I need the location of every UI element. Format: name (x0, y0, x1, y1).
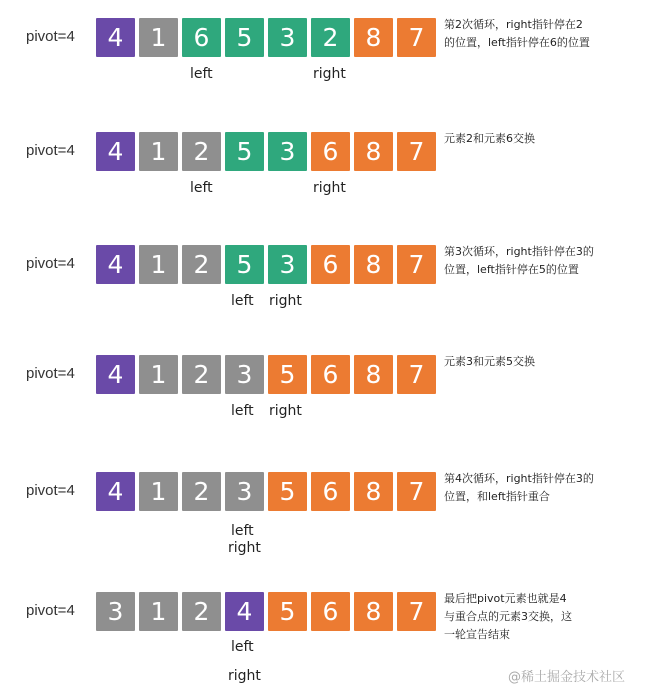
array-cell: 4 (96, 355, 135, 394)
array-cell: 2 (182, 245, 221, 284)
pivot-label: pivot=4 (26, 482, 75, 499)
array-cell: 5 (268, 472, 307, 511)
array-cell: 1 (139, 592, 178, 631)
array-cell: 8 (354, 472, 393, 511)
array-row (96, 18, 436, 57)
array-cell: 1 (139, 472, 178, 511)
array-cell: 7 (397, 472, 436, 511)
right-pointer-label: right (269, 403, 302, 419)
array-cell: 7 (397, 18, 436, 57)
pivot-label: pivot=4 (26, 365, 75, 382)
array-cell: 7 (397, 592, 436, 631)
left-pointer-label: left (231, 523, 254, 539)
array-cell: 4 (96, 245, 135, 284)
array-cell: 5 (225, 245, 264, 284)
note-line: 的位置，left指针停在6的位置 (444, 36, 590, 49)
array-cell: 3 (268, 18, 307, 57)
array-cell: 5 (225, 132, 264, 171)
right-pointer-label: right (269, 293, 302, 309)
array-cell: 4 (96, 132, 135, 171)
array-cell: 6 (311, 592, 350, 631)
step-note (444, 243, 634, 279)
array-row (96, 245, 436, 284)
step-note (444, 353, 634, 371)
pivot-label: pivot=4 (26, 28, 75, 45)
array-cell: 1 (139, 18, 178, 57)
array-cell: 3 (268, 132, 307, 171)
array-cell: 2 (182, 592, 221, 631)
array-cell: 8 (354, 18, 393, 57)
pivot-label: pivot=4 (26, 142, 75, 159)
note-line: 第4次循环，right指针停在3的 (444, 472, 594, 485)
array-cell: 4 (225, 592, 264, 631)
left-pointer-label: left (231, 293, 254, 309)
array-row (96, 592, 436, 631)
step-note (444, 130, 634, 148)
array-cell: 2 (182, 132, 221, 171)
note-line: 元素2和元素6交换 (444, 132, 535, 145)
array-cell: 1 (139, 245, 178, 284)
array-cell: 8 (354, 132, 393, 171)
right-pointer-label: right (228, 540, 261, 556)
array-cell: 1 (139, 132, 178, 171)
pivot-label: pivot=4 (26, 602, 75, 619)
note-line: 一轮宣告结束 (444, 628, 510, 641)
note-line: 第2次循环，right指针停在2 (444, 18, 583, 31)
array-cell: 8 (354, 592, 393, 631)
note-line: 元素3和元素5交换 (444, 355, 535, 368)
right-pointer-label: right (313, 66, 346, 82)
array-cell: 6 (311, 472, 350, 511)
left-pointer-label: left (231, 403, 254, 419)
pivot-label: pivot=4 (26, 255, 75, 272)
array-cell: 5 (225, 18, 264, 57)
array-cell: 2 (182, 355, 221, 394)
array-cell: 7 (397, 245, 436, 284)
right-pointer-label: right (228, 668, 261, 684)
array-cell: 7 (397, 132, 436, 171)
array-cell: 6 (311, 132, 350, 171)
step-note (444, 470, 634, 506)
array-cell: 4 (96, 18, 135, 57)
array-row (96, 472, 436, 511)
watermark: @稀土掘金技术社区 (507, 670, 625, 685)
note-line: 位置，和left指针重合 (444, 490, 550, 503)
note-line: 位置，left指针停在5的位置 (444, 263, 579, 276)
array-cell: 5 (268, 355, 307, 394)
left-pointer-label: left (190, 66, 213, 82)
array-cell: 3 (225, 472, 264, 511)
note-line: 最后把pivot元素也就是4 (444, 592, 567, 605)
array-cell: 1 (139, 355, 178, 394)
step-note (444, 16, 634, 52)
left-pointer-label: left (231, 639, 254, 655)
note-line: 与重合点的元素3交换，这 (444, 610, 572, 623)
array-cell: 8 (354, 355, 393, 394)
array-cell: 3 (225, 355, 264, 394)
array-cell: 2 (311, 18, 350, 57)
left-pointer-label: left (190, 180, 213, 196)
array-cell: 6 (311, 245, 350, 284)
note-line: 第3次循环，right指针停在3的 (444, 245, 594, 258)
step-note (444, 590, 634, 644)
array-cell: 2 (182, 472, 221, 511)
array-cell: 3 (268, 245, 307, 284)
array-cell: 7 (397, 355, 436, 394)
array-cell: 5 (268, 592, 307, 631)
array-cell: 8 (354, 245, 393, 284)
array-row (96, 355, 436, 394)
array-cell: 4 (96, 472, 135, 511)
array-cell: 6 (182, 18, 221, 57)
array-cell: 6 (311, 355, 350, 394)
right-pointer-label: right (313, 180, 346, 196)
array-cell: 3 (96, 592, 135, 631)
array-row (96, 132, 436, 171)
